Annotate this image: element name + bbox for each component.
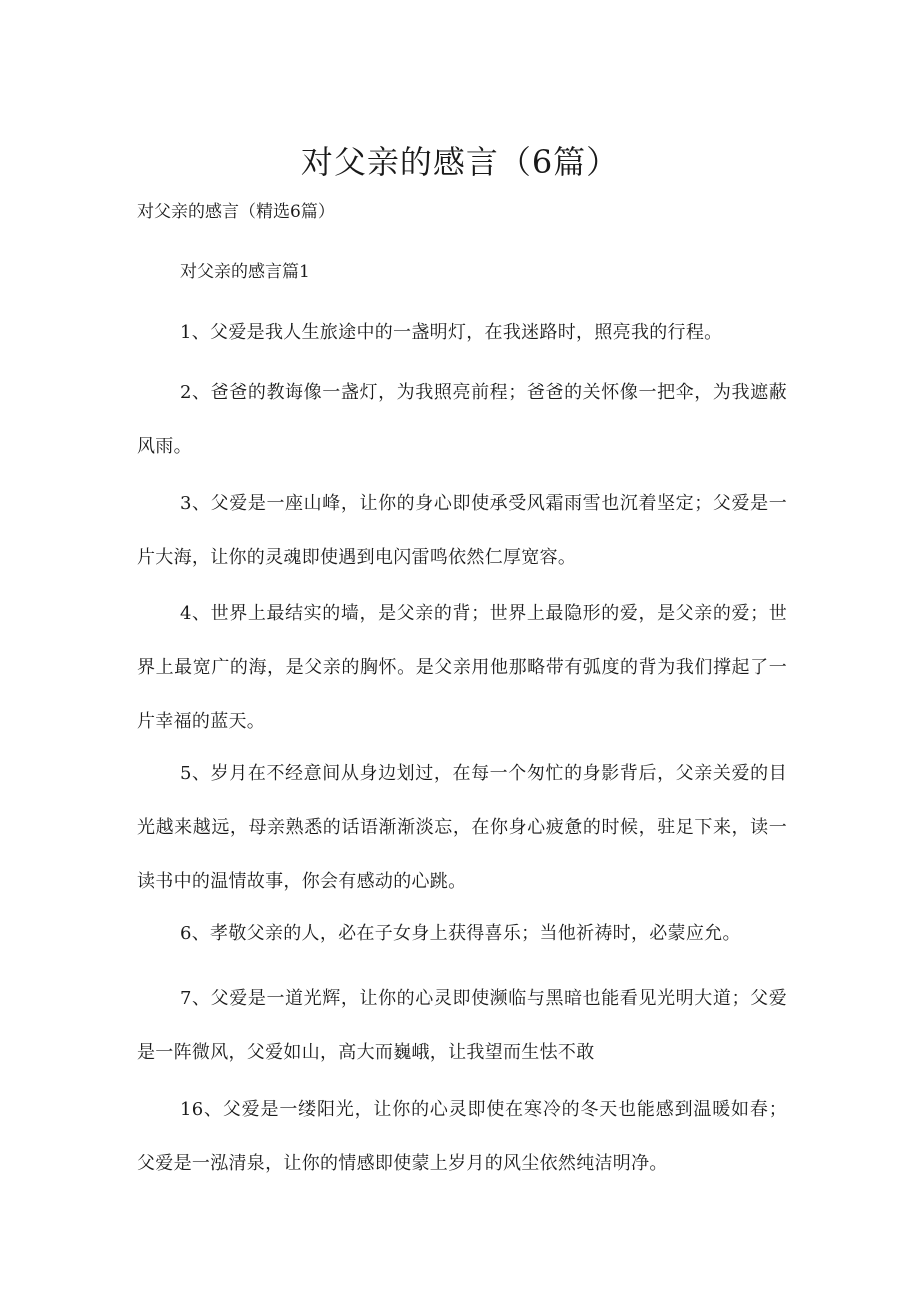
paragraph-4: 4、世界上最结实的墙，是父亲的背；世界上最隐形的爱，是父亲的爱；世界上最宽广的海，是父亲的胸怀。是父亲用他那略带有弧度的背为我们撑起了一片幸福的蓝天。 [137, 603, 787, 732]
paragraph-5: 5、岁月在不经意间从身边划过，在每一个匆忙的身影背后，父亲关爱的目光越来越远，母亲熟悉的话语渐渐淡忘，在你身心疲惫的时候，驻足下来，读一读书中的温情故事，你会有感动的心跳。 [137, 763, 787, 892]
paragraph-3: 3、父爱是一座山峰，让你的身心即使承受风霜雨雪也沉着坚定；父爱是一片大海，让你的灵魂即使遇到电闪雷鸣依然仁厚宽容。 [137, 493, 787, 568]
paragraph-7: 7、父爱是一道光辉，让你的心灵即使濒临与黑暗也能看见光明大道；父爱是一阵微风，父爱如山，高大而巍峨，让我望而生怯不敢 [137, 988, 787, 1063]
paragraph-2: 2、爸爸的教诲像一盏灯，为我照亮前程；爸爸的关怀像一把伞，为我遮蔽风雨。 [137, 382, 787, 457]
section-heading: 对父亲的感言篇1 [180, 262, 310, 282]
document-title: 对父亲的感言（6篇） [300, 143, 620, 181]
paragraph-6: 6、孝敬父亲的人，必在子女身上获得喜乐；当他祈祷时，必蒙应允。 [180, 923, 741, 944]
paragraph-1: 1、父爱是我人生旅途中的一盏明灯，在我迷路时，照亮我的行程。 [180, 322, 723, 343]
document-subtitle: 对父亲的感言（精选6篇） [137, 202, 335, 222]
paragraph-16: 16、父爱是一缕阳光，让你的心灵即使在寒冷的冬天也能感到温暖如春；父爱是一泓清泉，让你的情感即使蒙上岁月的风尘依然纯洁明净。 [137, 1099, 787, 1174]
